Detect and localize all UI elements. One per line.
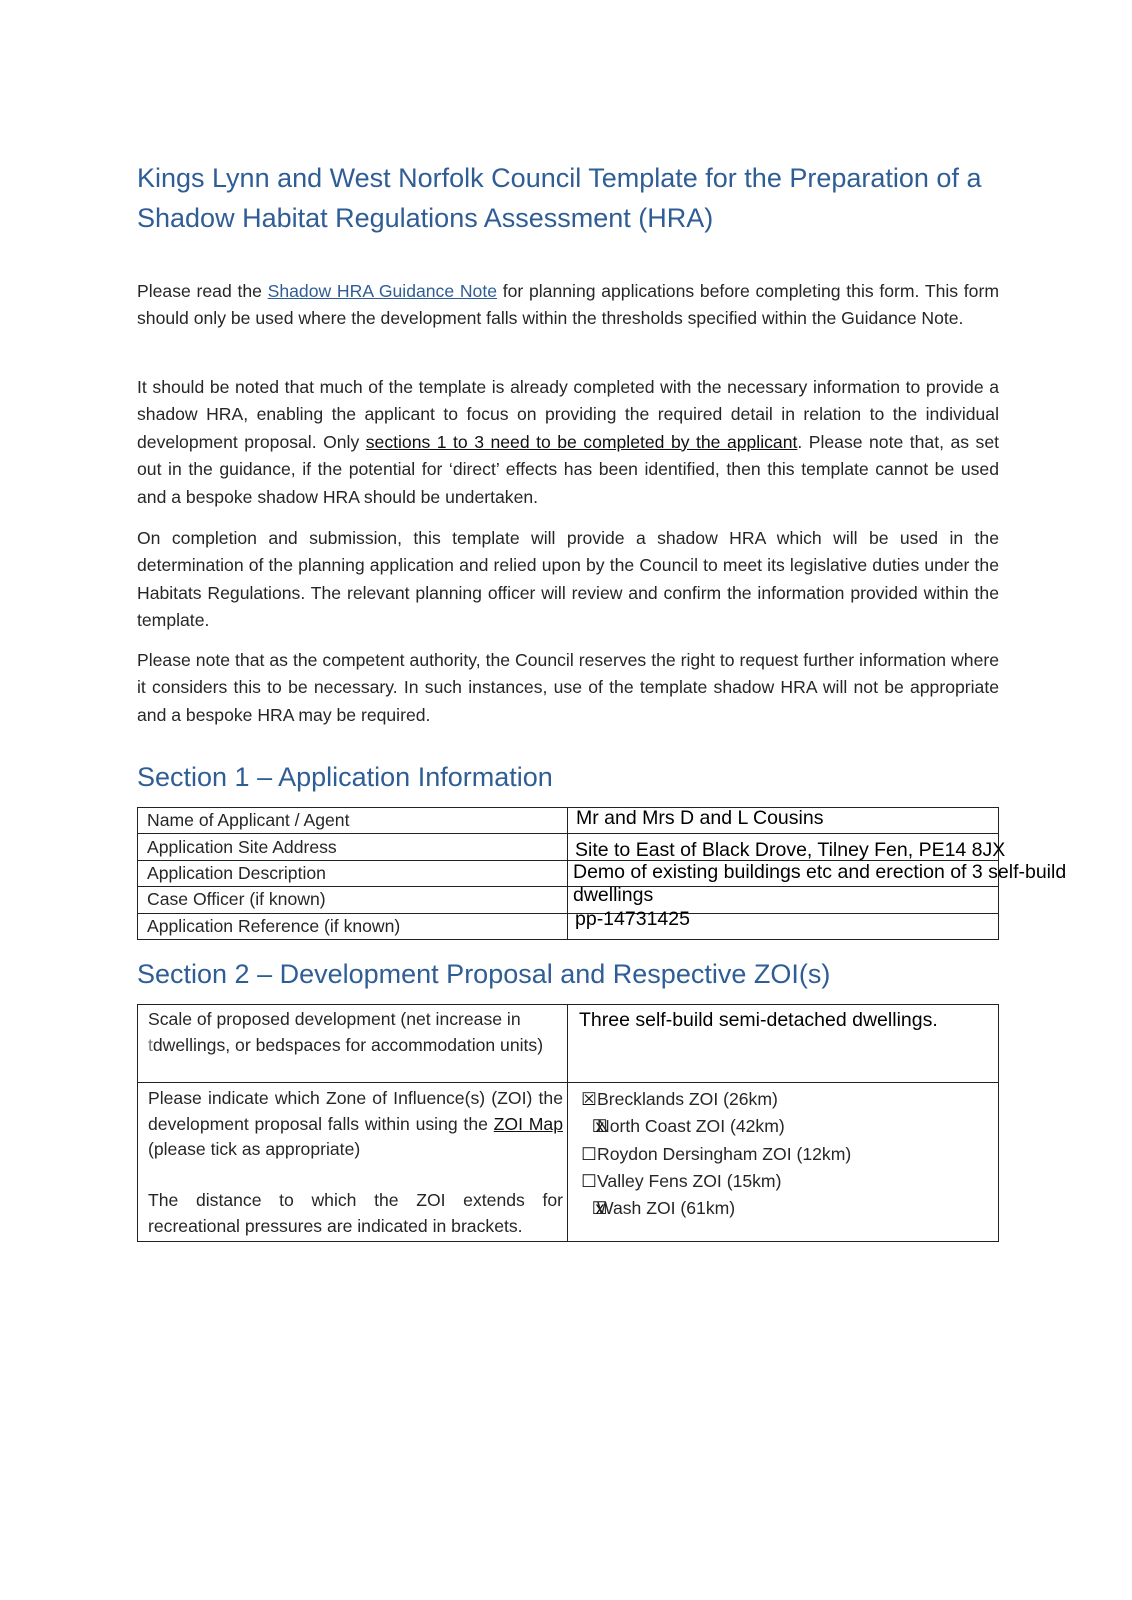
scale-label-prefix: t: [148, 1034, 153, 1055]
intro-p1-text-after: for planning applications before completing this form. This form should only be used where the development falls within the thresholds specified within the Guidance Note.: [137, 281, 999, 329]
table-row: [138, 860, 999, 886]
section-2-heading: Section 2 – Development Proposal and Respective ZOI(s): [137, 959, 831, 989]
zoi-option-valley-fens[interactable]: [569, 1168, 997, 1195]
zoi-option-north-coast[interactable]: [569, 1113, 997, 1140]
scale-label-rest: dwellings, or bedspaces for accommodation units): [152, 1034, 544, 1055]
zoi-option-label: North Coast ZOI (42km): [597, 1116, 785, 1137]
intro-paragraph-2: [137, 374, 999, 511]
case-officer-label: Case Officer (if known): [138, 887, 568, 913]
intro-paragraph-1: [137, 278, 999, 333]
scale-label: [138, 1005, 568, 1083]
description-value-line-1: Demo of existing buildings etc and erection of 3 self-build: [573, 860, 1067, 883]
address-value: Site to East of Black Drove, Tilney Fen, PE14 8JX: [575, 839, 1006, 862]
scale-label-line-1: Scale of proposed development (net increase in: [148, 1009, 521, 1029]
checkbox-x-icon[interactable]: ☐x: [591, 1116, 593, 1137]
table-row: [138, 887, 999, 913]
reference-value: pp-14731425: [575, 907, 690, 930]
description-value-line-2: dwellings: [573, 884, 654, 907]
description-label: Application Description: [138, 860, 568, 886]
intro-p1-text: Please read the: [137, 281, 268, 301]
checkbox-empty-icon[interactable]: ☐: [581, 1143, 597, 1164]
applicant-label: Name of Applicant / Agent: [138, 808, 568, 834]
reference-field[interactable]: [568, 907, 999, 939]
intro-p2-text-after: . Please note that, as set out in the guidance, if the potential for ‘direct’ effects has been identified, then this template cannot be used and a bespoke shadow HRA should be undertaken.: [137, 431, 999, 507]
intro-p2-underline: sections 1 to 3 need to be completed by the applicant: [365, 431, 798, 452]
intro-paragraph-4: Please note that as the competent authority, the Council reserves the right to request further information where it considers this to be necessary. In such instances, use of the template shadow HRA will not be appropriate and a bespoke HRA may be required.: [137, 650, 999, 725]
reference-label: Application Reference (if known): [138, 913, 568, 939]
zoi-option-label: Wash ZOI (61km): [597, 1198, 736, 1219]
document-title: [137, 158, 1007, 238]
title-line-2: Shadow Habitat Regulations Assessment (HRA): [137, 203, 714, 233]
title-line-1: Kings Lynn and West Norfolk Council Template for the Preparation of a: [137, 163, 982, 193]
intro-paragraph-3: On completion and submission, this template will provide a shadow HRA which will be used in the determination of the planning application and relied upon by the Council to meet its legislative duties under the Habitats Regulations. The relevant planning officer will review and confirm the information provided within the template.: [137, 528, 999, 631]
intro-p2-text: It should be noted that much of the template is already completed with the necessary information to provide a shadow HRA, enabling the applicant to focus on providing the required detail in relation to the individual development proposal. Only: [137, 377, 999, 452]
description-field[interactable]: [568, 860, 1067, 886]
zoi-map-link[interactable]: ZOI Map: [493, 1113, 563, 1134]
zoi-option-wash[interactable]: [569, 1195, 997, 1222]
checkbox-x-icon[interactable]: ☐x: [591, 1198, 593, 1219]
zoi-options: [568, 1083, 999, 1242]
scale-value: Three self-build semi-detached dwellings.: [579, 1009, 938, 1031]
development-proposal-table: [137, 1004, 999, 1242]
table-row: [138, 913, 999, 939]
zoi-label-text: Please indicate which Zone of Influence(s) (ZOI) the development proposal falls within using the: [148, 1088, 563, 1134]
zoi-option-label: Brecklands ZOI (26km): [597, 1089, 778, 1109]
zoi-label: [138, 1083, 568, 1242]
table-row: [138, 834, 999, 860]
zoi-option-label: Valley Fens ZOI (15km): [597, 1170, 782, 1191]
guidance-note-link[interactable]: Shadow HRA Guidance Note: [267, 281, 498, 301]
zoi-option-roydon-dersingham[interactable]: [569, 1141, 997, 1168]
table-row: [138, 1083, 999, 1242]
zoi-option-brecklands[interactable]: [569, 1086, 997, 1113]
table-row: [138, 808, 999, 834]
checkbox-checked-icon[interactable]: ☒: [581, 1089, 597, 1109]
section-1-heading: Section 1 – Application Information: [137, 762, 553, 792]
scale-field[interactable]: [568, 1005, 999, 1083]
zoi-note: The distance to which the ZOI extends for recreational pressures are indicated in brackets.: [148, 1190, 563, 1236]
address-label: Application Site Address: [138, 834, 568, 860]
zoi-option-label: Roydon Dersingham ZOI (12km): [597, 1143, 852, 1164]
applicant-field[interactable]: [568, 808, 999, 834]
applicant-value: Mr and Mrs D and L Cousins: [576, 807, 824, 829]
address-field[interactable]: [568, 834, 1006, 862]
application-info-table: [137, 807, 1067, 940]
checkbox-empty-icon[interactable]: ☐: [581, 1170, 597, 1191]
table-row: [138, 1005, 999, 1083]
zoi-label-text-after: (please tick as appropriate): [148, 1139, 361, 1159]
